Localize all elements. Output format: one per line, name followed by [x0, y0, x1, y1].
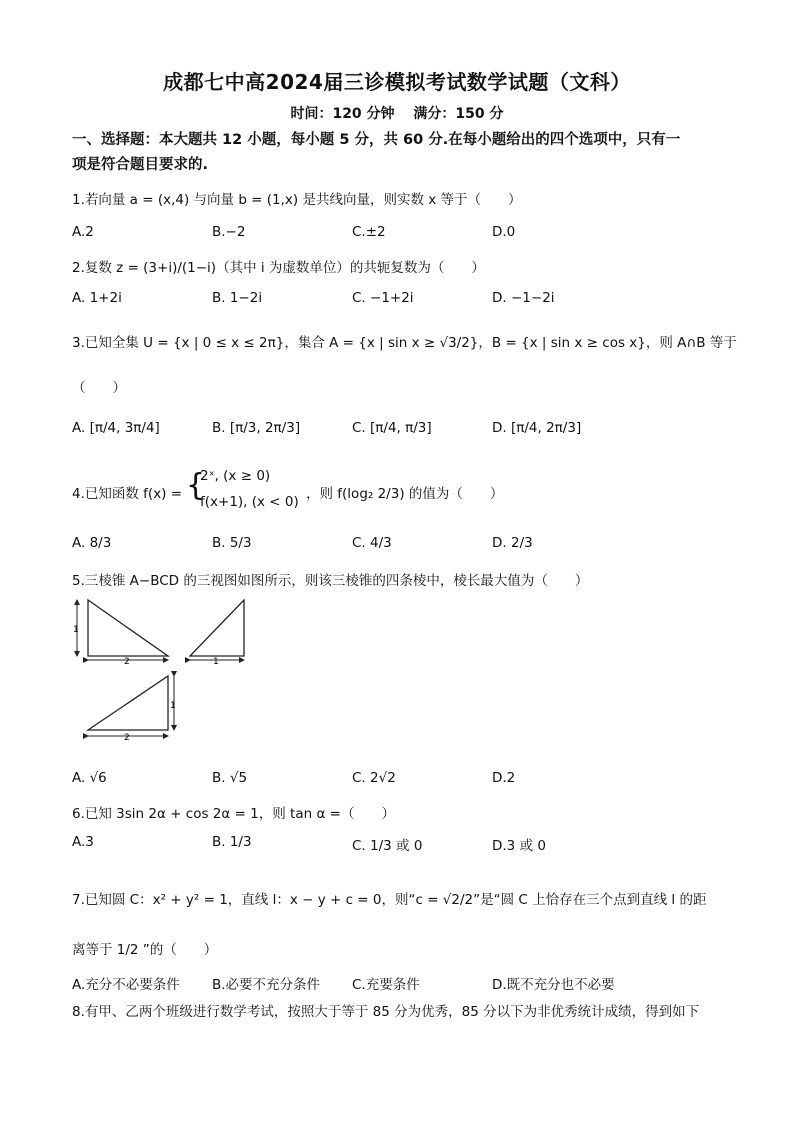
top-width-label: 2 — [124, 733, 130, 743]
q3-option-c: C. [π/4, π/3] — [352, 420, 432, 436]
question-2-stem: 2.复数 z = (3+i)/(1−i)（其中 i 为虚数单位）的共轭复数为（ ） — [72, 260, 485, 276]
section-heading-line2: 项是符合题目要求的. — [72, 157, 209, 173]
question-6-stem: 6.已知 3sin 2α + cos 2α = 1，则 tan α =（ ） — [72, 806, 395, 822]
q3-option-d: D. [π/4, 2π/3] — [492, 420, 582, 436]
q6-option-a: A.3 — [72, 834, 94, 850]
top-view — [88, 676, 176, 743]
q2-option-d: D. −1−2i — [492, 290, 555, 306]
q3-option-b: B. [π/3, 2π/3] — [212, 420, 301, 436]
q7-option-d: D.既不充分也不必要 — [492, 977, 615, 993]
question-4-stem-pre: 4.已知函数 f(x) = — [72, 486, 183, 502]
three-view-figure — [66, 594, 266, 750]
front-view — [73, 600, 168, 667]
q4-option-c: C. 4/3 — [352, 535, 392, 551]
question-3-blank: （ ） — [72, 380, 126, 396]
question-4-stem-post: ，则 f(log₂ 2/3) 的值为（ ） — [306, 486, 504, 502]
q1-option-c: C.±2 — [352, 224, 386, 240]
q5-option-a: A. √6 — [72, 770, 107, 786]
q6-option-b: B. 1/3 — [212, 834, 252, 850]
q5-option-d: D.2 — [492, 770, 516, 786]
question-7-stem-line2: 离等于 1/2 ”的（ ） — [72, 942, 218, 958]
q5-option-b: B. √5 — [212, 770, 248, 786]
q5-option-c: C. 2√2 — [352, 770, 396, 786]
q7-option-b: B.必要不充分条件 — [212, 977, 321, 993]
side-view — [190, 600, 244, 667]
q1-option-b: B.−2 — [212, 224, 246, 240]
section-heading-line1: 一、选择题：本大题共 12 小题，每小题 5 分，共 60 分.在每小题给出的四个选项中，只有一 — [72, 132, 681, 148]
q4-option-a: A. 8/3 — [72, 535, 112, 551]
side-width-label: 1 — [213, 657, 219, 667]
q6-option-d: D.3 或 0 — [492, 838, 546, 854]
q4-case-1: 2ˣ, (x ≥ 0) — [200, 468, 271, 484]
q7-option-c: C.充要条件 — [352, 977, 420, 993]
q2-option-a: A. 1+2i — [72, 290, 122, 306]
question-1-stem: 1.若向量 a = (x,4) 与向量 b = (1,x) 是共线向量，则实数 x 等于（ ） — [72, 192, 522, 208]
question-3-stem: 3.已知全集 U = {x | 0 ≤ x ≤ 2π}，集合 A = {x | sin x ≥ √3/2}，B = {x | sin x ≥ cos x}，则 A∩B 等于 — [72, 335, 737, 351]
page-title: 成都七中高2024届三诊模拟考试数学试题（文科） — [163, 70, 631, 94]
front-width-label: 2 — [124, 657, 130, 667]
q3-option-a: A. [π/4, 3π/4] — [72, 420, 160, 436]
q2-option-b: B. 1−2i — [212, 290, 263, 306]
piecewise-brace: { — [186, 468, 206, 503]
question-8-stem: 8.有甲、乙两个班级进行数学考试，按照大于等于 85 分为优秀，85 分以下为非优秀统计成绩，得到如下 — [72, 1004, 700, 1020]
front-height-label: 1 — [73, 625, 79, 635]
exam-info: 时间：120 分钟 满分：150 分 — [290, 106, 504, 122]
q7-option-a: A.充分不必要条件 — [72, 977, 180, 993]
question-7-stem-line1: 7.已知圆 C：x² + y² = 1，直线 l：x − y + c = 0，则“c = √2/2”是“圆 C 上恰存在三个点到直线 l 的距 — [72, 892, 707, 908]
top-height-label: 1 — [170, 701, 176, 711]
q4-case-2: f(x+1), (x < 0) — [200, 494, 299, 510]
q6-option-c: C. 1/3 或 0 — [352, 838, 423, 854]
q1-option-a: A.2 — [72, 224, 94, 240]
q1-option-d: D.0 — [492, 224, 516, 240]
q2-option-c: C. −1+2i — [352, 290, 414, 306]
question-5-stem: 5.三棱锥 A−BCD 的三视图如图所示，则该三棱锥的四条棱中，棱长最大值为（ ） — [72, 573, 589, 589]
q4-option-d: D. 2/3 — [492, 535, 533, 551]
q4-option-b: B. 5/3 — [212, 535, 252, 551]
